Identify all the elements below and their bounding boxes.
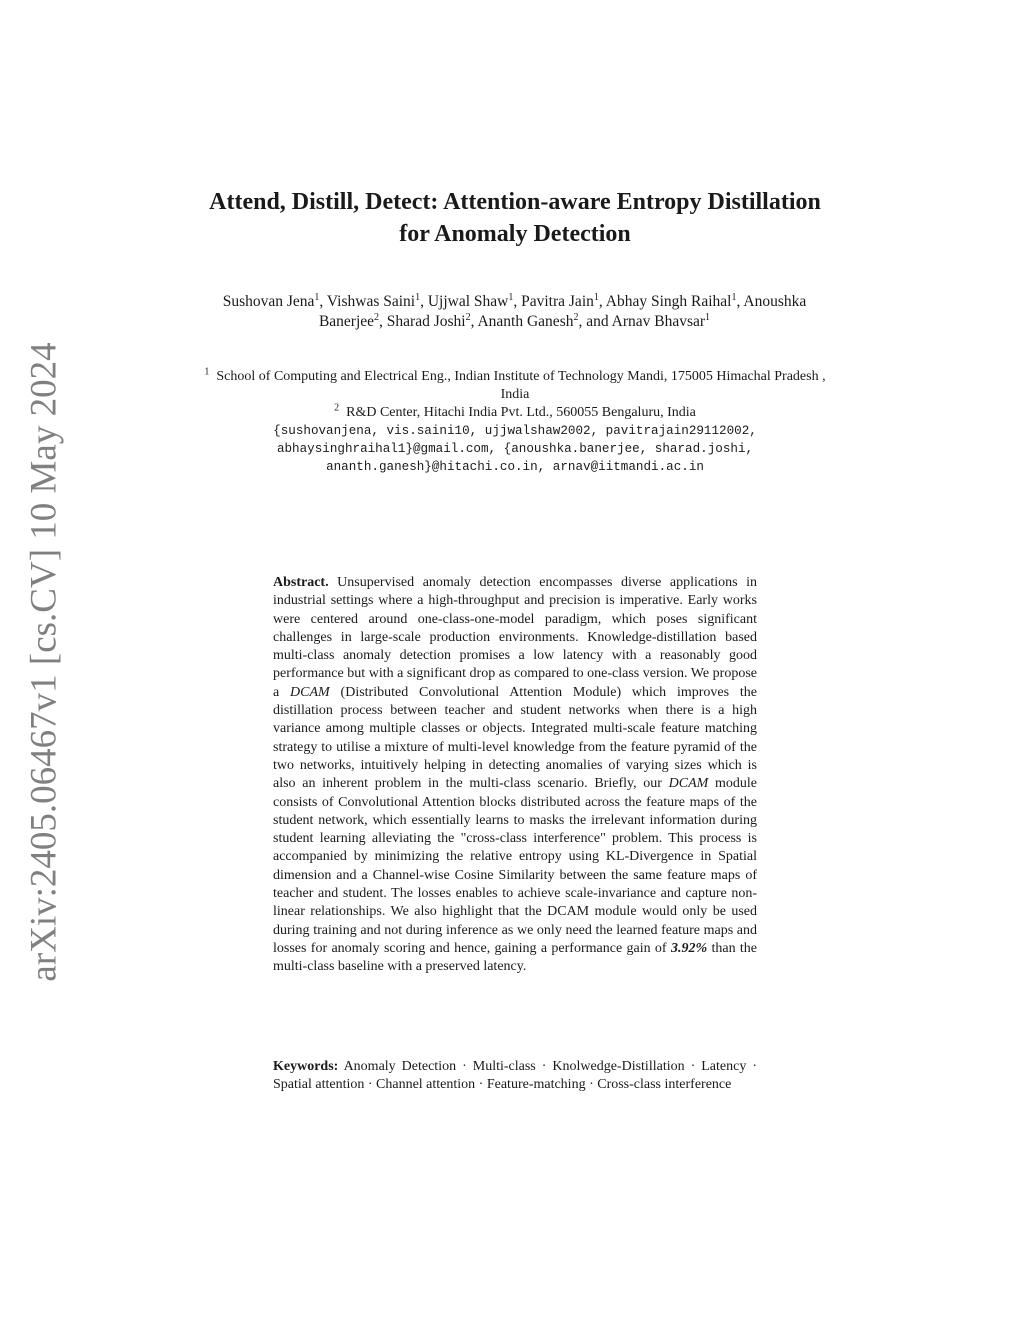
author-name: Ananth Ganesh — [477, 313, 574, 330]
abstract-text: module consists of Convolutional Attention blocks distributed across the feature maps of the student network, which essentially learns to masks the irrelevant information during student learning alleviating the "cross-class interference" problem. This process is accompanied by minimizing the relative entropy using KL-Divergence in Spatial dimension and a Channel-wise Cosine Similarity between the same feature maps of teacher and student. The losses enables to achieve scale-invariance and capture non-linear relationships. We also highlight that the DCAM module would only be used during training and not during inference as we only need the learned feature maps and losses for anomaly scoring and hence, gaining a performance gain of — [273, 776, 757, 956]
paper-title: Attend, Distill, Detect: Attention-aware Entropy Distillation for Anomaly Detection — [209, 189, 821, 247]
performance-gain-value: 3.92% — [670, 940, 708, 956]
arxiv-identifier-stamp: arXiv:2405.06467v1 [cs.CV] 10 May 2024 — [23, 342, 65, 982]
author-name: Ujjwal Shaw — [427, 293, 509, 310]
author-affiliation-mark: 1 — [593, 291, 599, 303]
author-affiliation-mark: 2 — [573, 311, 579, 323]
author-affiliation-mark: 1 — [314, 291, 320, 303]
author-affiliation-mark: 1 — [508, 291, 514, 303]
affiliation-number: 2 — [334, 402, 340, 414]
dcam-term: DCAM — [290, 684, 330, 700]
author-name: Anoushka Banerjee — [318, 293, 807, 330]
email-line: {sushovanjena, vis.saini10, ujjwalshaw2002, pavitrajain29112002, — [273, 424, 757, 438]
author-name: Sharad Joshi — [386, 313, 466, 330]
abstract-label: Abstract. — [273, 575, 329, 590]
author-name: Abhay Singh Raihal — [605, 293, 732, 310]
email-line: ananth.ganesh}@hitachi.co.in, arnav@iitmandi.ac.in — [326, 460, 704, 474]
dcam-term: DCAM — [668, 776, 709, 792]
author-affiliation-mark: 2 — [465, 311, 471, 323]
abstract-text: Unsupervised anomaly detection encompasses diverse applications in industrial settings where a high-throughput and precision is imperative. Early works were centered around one-class-one-model paradigm, which poses significant challenges in large-scale production environments. Knowledge-distillation based multi-class anomaly detection promises a low latency with a reasonably good performance but with a significant drop as compared to one-class version. We propose a — [273, 575, 757, 700]
abstract-text: (Distributed Convolutional Attention Module) which improves the distillation process between teacher and student networks when there is a high variance among multiple classes or objects. Integrated multi-scale feature matching strategy to utilise a mixture of multi-level knowledge from the feature pyramid of the two networks, intuitively helping in detecting anomalies of varying sizes which is also an inherent problem in the multi-class scenario. Briefly, our — [273, 684, 758, 792]
abstract — [273, 574, 757, 977]
affiliation-number: 1 — [204, 366, 210, 378]
author-affiliation-mark: 1 — [705, 311, 711, 323]
keywords-label: Keywords: — [273, 1059, 339, 1074]
author-affiliation-mark: 1 — [415, 291, 421, 303]
affiliation-text: R&D Center, Hitachi India Pvt. Ltd., 560055 Bengaluru, India — [346, 405, 696, 420]
author-name: Arnav Bhavsar — [611, 313, 706, 330]
author-name: Pavitra Jain — [521, 293, 594, 310]
author-name: Sushovan Jena — [222, 293, 315, 310]
affiliation-text: School of Computing and Electrical Eng., Indian Institute of Technology Mandi, 175005 Himachal Pradesh , India — [216, 369, 826, 402]
email-line: abhaysinghraihal1}@gmail.com, {anoushka.banerjee, sharad.joshi, — [276, 442, 754, 456]
author-list: Sushovan Jena$^1$, Vishwas Saini$^1$, Ujjwal Shaw$^1$, Pavitra Jain$^1$, Abhay Singh Raihal$^1$, Anoushka Banerjee$^2$, Sharad Joshi$^2$, Ananth Ganesh$^2$, and Arnav Bhavsar$^1$ — [222, 291, 807, 330]
author-affiliation-mark: 1 — [731, 291, 737, 303]
author-name: Vishwas Saini — [326, 293, 416, 310]
author-affiliation-mark: 2 — [374, 311, 380, 323]
keywords-text: Anomaly Detection · Multi-class · Knolwedge-Distillation · Latency · Spatial attention · Channel attention · Feature-matching · Cross-class interference — [273, 1059, 757, 1093]
abstract-text: than the multi-class baseline with a preserved latency. — [273, 940, 758, 975]
affiliation-2 — [200, 404, 830, 422]
keywords — [273, 1058, 757, 1095]
affiliation-1 — [200, 368, 830, 404]
affiliations-block — [200, 368, 830, 476]
